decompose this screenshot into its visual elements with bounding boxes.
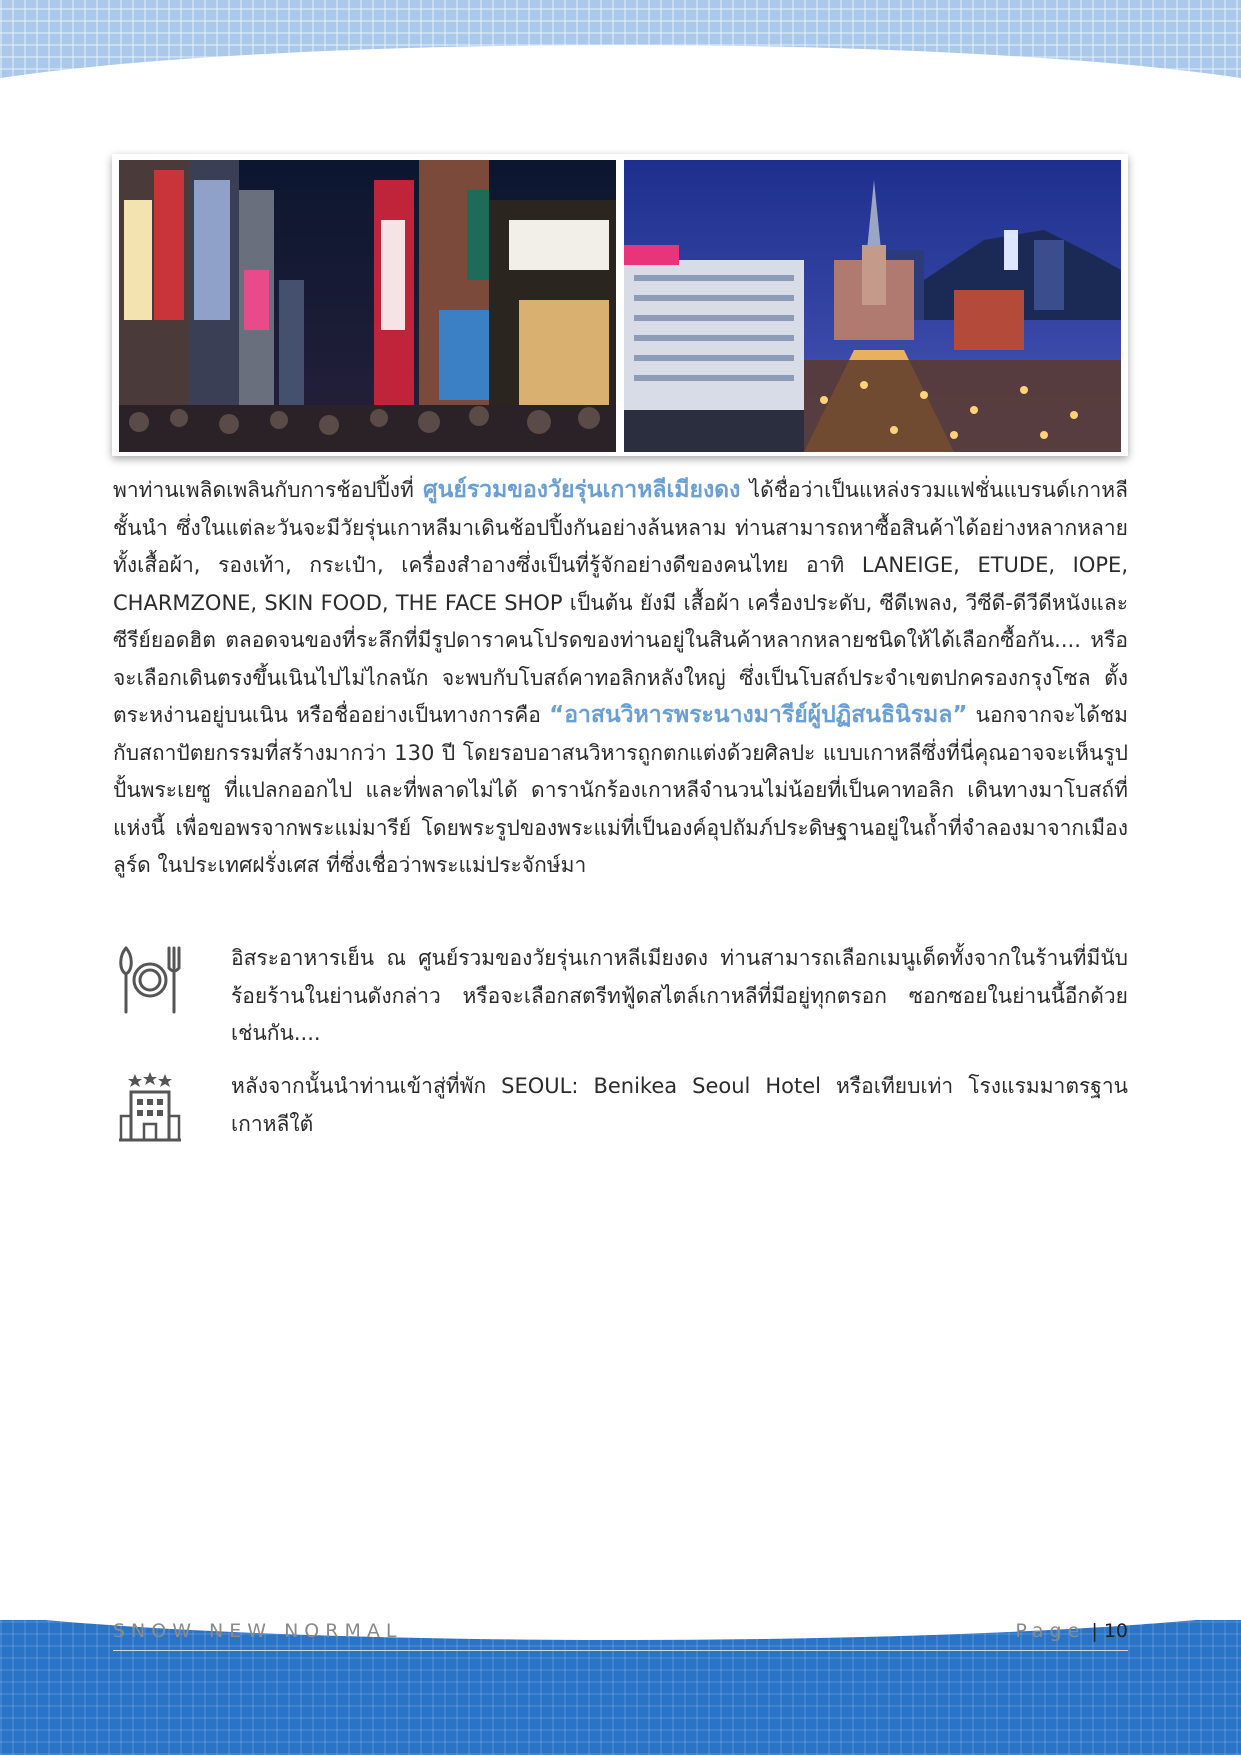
myeongdong-cathedral-photo: [624, 160, 1121, 452]
dining-icon: [117, 944, 183, 1016]
myeongdong-street-photo: [119, 160, 616, 452]
page-number: 10: [1103, 1620, 1128, 1642]
dinner-item: [113, 940, 1128, 1053]
photo-strip: [112, 154, 1128, 456]
highlight-myeongdong: ศูนย์รวมของวัยรุ่นเกาหลีเมียงดง: [423, 477, 741, 503]
hotel-icon: [117, 1072, 183, 1144]
page-separator: |: [1091, 1620, 1098, 1642]
dinner-text: อิสระอาหารเย็น ณ ศูนย์รวมของวัยรุ่นเกาหลีเมียงดง ท่านสามารถเลือกเมนูเด็ดทั้งจากในร้านที่มีนับร้อยร้านในย่านดังกล่าว หรือจะเลือกสตรีทฟู้ดสไตล์เกาหลีที่มีอยู่ทุกตรอก ซอกซอยในย่านนี้อีกด้วยเช่นกัน....: [231, 946, 1128, 1045]
main-paragraph: [113, 472, 1128, 885]
footer-page: [1015, 1620, 1128, 1642]
highlight-cathedral: “อาสนวิหารพระนางมารีย์ผู้ปฏิสนธินิรมล”: [549, 702, 968, 728]
main-text-1: พาท่านเพลิดเพลินกับการช้อปปิ้งที่: [113, 478, 424, 502]
hotel-item: [113, 1068, 1128, 1143]
main-text-2: ได้ชื่อว่าเป็นแหล่งรวมแฟชั่นแบรนด์เกาหลีชั้นนำ ซึ่งในแต่ละวันจะมีวัยรุ่นเกาหลีมาเดินช้อปปิ้งกันอย่างล้นหลาม ท่านสามารถหาซื้อสินค้าได้อย่างหลากหลายทั้งเสื้อผ้า, รองเท้า, กระเป๋า, เครื่องสำอางซึ่งเป็นที่รู้จักอย่างดีของคนไทย อาทิ LANEIGE, ETUDE, IOPE, CHARMZONE, SKIN FOOD, THE FACE SHOP เป็นต้น ยังมี เสื้อผ้า เครื่องประดับ, ซีดีเพลง, วีซีดี-ดีวีดีหนังและซีรีย์ยอดฮิต ตลอดจนของที่ระลึกที่มีรูปดาราคนโปรดของท่านอยู่ในสินค้าหลากหลายชนิดให้ได้เลือกซื้อกัน.... หรือจะเลือกเดินตรงขึ้นเนินไปไม่ไกลนัก จะพบกับโบสถ์คาทอลิกหลังใหญ่ ซึ่งเป็นโบสถ์ประจำเขตปกครองกรุงโซล ตั้งตระหง่านอยู่บนเนิน หรือชื่ออย่างเป็นทางการคือ: [113, 478, 1128, 727]
bottom-banner-mask: [0, 1460, 1241, 1640]
footer-divider: [113, 1650, 1128, 1651]
footer-brand: SNOW NEW NORMAL: [113, 1620, 403, 1642]
hotel-text: หลังจากนั้นนำท่านเข้าสู่ที่พัก SEOUL: Benikea Seoul Hotel หรือเทียบเท่า โรงแรมมาตรฐานเกาหลีใต้: [231, 1074, 1128, 1136]
page-label: Page: [1015, 1620, 1086, 1642]
main-text-3: นอกจากจะได้ชมกับสถาปัตยกรรมที่สร้างมากว่า 130 ปี โดยรอบอาสนวิหารถูกตกแต่งด้วยศิลปะ แบบเกาหลีซึ่งที่นี่คุณอาจจะเห็นรูปปั้นพระเยซู ที่แปลกออกไป และที่พลาดไม่ได้ ดารานักร้องเกาหลีจำนวนไม่น้อยที่เป็นคาทอลิก เดินทางมาโบสถ์ที่แห่งนี้ เพื่อขอพรจากพระแม่มารีย์ โดยพระรูปของพระแม่ที่เป็นองค์อุปถัมภ์ประดิษฐานอยู่ในถ้ำที่จำลองมาจากเมืองลูร์ด ในประเทศฝรั่งเศส ที่ซึ่งเชื่อว่าพระแม่ประจักษ์มา: [113, 703, 1128, 877]
